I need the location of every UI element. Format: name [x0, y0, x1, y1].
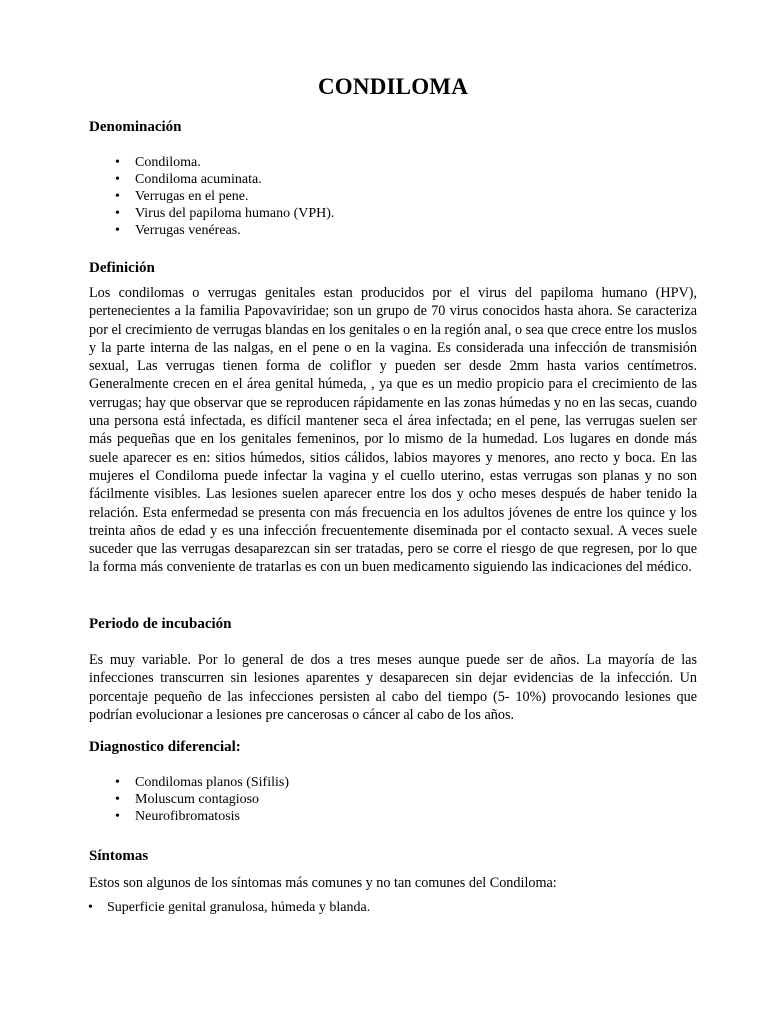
diagnostico-list [89, 774, 689, 825]
list-item: • Verrugas venéreas. [89, 222, 689, 239]
document-title: CONDILOMA [317, 74, 469, 99]
list-item: • Condiloma. [89, 154, 689, 171]
definicion-paragraph: Los condilomas o verrugas genitales estan producidos por el virus del papiloma humano (HPV), pertenecientes a la familia Papovaviridae; son un grupo de 70 virus conocidos hasta ahora. Se caracteriza por el crecimiento de verrugas blandas en los genitales o en la región anal, o sea que crece entre los muslos y la parte interna de las nalgas, en el pene o en la vagina. Es considerada una infección de transmisión sexual, Las verrugas tienen forma de coliflor y pueden ser desde 2mm hasta varios centímetros. Generalmente crecen en el área genital húmeda, , ya que es un medio propicio para el crecimiento de las verrugas; hay que observar que se reproducen rápidamente en las zonas húmedas y no en las secas, cuando una persona está infectada, es difícil mantener seca el área infectada; en el pene, las verrugas suelen ser más pequeñas que en los genitales femeninos, por lo mismo de la humedad. Los lugares en donde más suele aparecer es en: sitios húmedos, sitios cálidos, labios mayores y menores, ano recto y boca. En las mujeres el Condiloma puede infectar la vagina y el cuello uterino, estas verrugas son planas y no son fácilmente visibles. Las lesiones suelen aparecer entre los dos y ocho meses después de haber tenido la relación. Esta enfermedad se presenta con más frecuencia en los adultos jóvenes de entre los quince y los treinta años de edad y es una infección frecuentemente diseminada por el contacto sexual. A veces suele suceder que las verrugas desaparezcan sin ser tratadas, pero se corre el riesgo de que regresen, por lo que la forma más conveniente de tratarlas es con un buen medicamento siguiendo las indicaciones del médico. [89, 285, 697, 576]
sintomas-intro: Estos son algunos de los síntomas más comunes y no tan comunes del Condiloma: [89, 875, 557, 891]
heading-sintomas: Síntomas [89, 848, 149, 864]
sintomas-list [75, 899, 675, 916]
heading-denominacion: Denominación [89, 119, 182, 135]
heading-definicion: Definición [89, 260, 155, 276]
list-item: • Verrugas en el pene. [89, 188, 689, 205]
heading-diagnostico: Diagnostico diferencial: [89, 739, 241, 755]
list-item: • Virus del papiloma humano (VPH). [89, 205, 689, 222]
list-item: • Moluscum contagioso [89, 791, 689, 808]
incubacion-paragraph: Es muy variable. Por lo general de dos a tres meses aunque puede ser de años. La mayoría de las infecciones transcurren sin lesiones aparentes y desaparecen sin dejar evidencias de la infección. Un porcentaje pequeño de las infecciones persisten al cabo del tiempo (5- 10%) provocando lesiones que podrían evolucionar a lesiones pre cancerosas o cáncer al cabo de los años. [89, 652, 697, 723]
heading-incubacion: Periodo de incubación [89, 616, 232, 632]
list-item: • Condiloma acuminata. [89, 171, 689, 188]
list-item: • Superficie genital granulosa, húmeda y blanda. [75, 899, 675, 916]
list-item: • Neurofibromatosis [89, 808, 689, 825]
list-item: • Condilomas planos (Sifilis) [89, 774, 689, 791]
denominacion-list [89, 154, 689, 239]
